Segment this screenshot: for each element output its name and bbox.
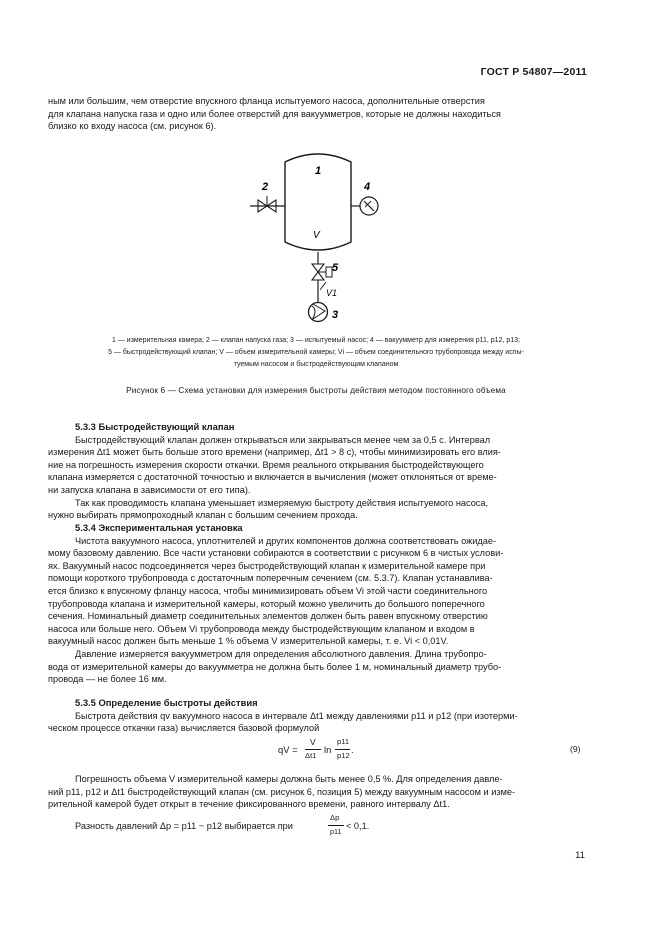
paragraph-line: помощи короткого трубопровода с достаточным поперечным сечением (см. 5.3.7). Клапан устанавлива- bbox=[48, 573, 493, 584]
intro-line: для клапана напуска газа и одно или более отверстий для вакуумметров, которые не должны находиться bbox=[48, 108, 501, 119]
section-heading: 5.3.5 Определение быстроты действия bbox=[75, 697, 258, 708]
paragraph-line: трубопровода клапана и измерительной камеры, который можно увеличить до большого поперечного bbox=[48, 598, 485, 609]
section-heading: 5.3.3 Быстродействующий клапан bbox=[75, 421, 235, 432]
chamber-label-1: 1 bbox=[315, 165, 322, 177]
fraction-bar bbox=[328, 825, 344, 826]
difference-text: Разность давлений Δp = p11 − p12 выбирается при bbox=[75, 821, 293, 831]
formula-ln: ln bbox=[324, 744, 332, 755]
intro-paragraph bbox=[48, 95, 584, 133]
diff-num: Δp bbox=[330, 813, 340, 822]
paragraph-line: Быстродействующий клапан должен открываться или закрываться менее чем за 0,5 с. Интервал bbox=[75, 434, 491, 445]
section-5-3-5-continued bbox=[48, 773, 584, 811]
figure-6-diagram bbox=[240, 144, 390, 324]
paragraph-line: сечения. Номинальный диаметр соединительных элементов должен быть равен впускному отверстию bbox=[48, 611, 488, 622]
section-5-3-4 bbox=[48, 522, 584, 686]
section-heading: 5.3.4 Экспериментальная установка bbox=[75, 522, 243, 533]
section-5-3-5 bbox=[48, 697, 584, 735]
fraction-bar bbox=[305, 749, 321, 750]
paragraph-line: насоса или больше него. Объем Vi трубопровода между быстродействующим клапаном и входом в bbox=[48, 623, 475, 634]
formula-den-dt: Δt1 bbox=[305, 751, 317, 760]
equation-number: (9) bbox=[570, 744, 581, 754]
paragraph-line: вода от измерительной камеры до вакуумметра не должна быть более 1 м, номинальный диаметр трубо- bbox=[48, 661, 502, 672]
paragraph-line: нужно выбирать прямопроходный клапан с большим сечением прохода. bbox=[48, 510, 358, 521]
standard-header: ГОСТ Р 54807—2011 bbox=[480, 66, 587, 78]
gauge-label-4: 4 bbox=[364, 181, 371, 193]
diff-tail: < 0,1. bbox=[346, 821, 370, 831]
formula-period: . bbox=[351, 744, 354, 755]
formula-num-v: V bbox=[310, 737, 316, 747]
figure-legend bbox=[48, 335, 584, 372]
paragraph-line: Так как проводимость клапана уменьшает измеряемую быстроту действия испытуемого насоса, bbox=[75, 497, 489, 508]
volume-label-v: V bbox=[313, 230, 320, 241]
formula-den-p: p12 bbox=[337, 751, 350, 760]
paragraph-line: ях. Вакуумный насос подсоединяется через быстродействующий клапан к измерительной камере при bbox=[48, 560, 486, 571]
paragraph-line: Чистота вакуумного насоса, уплотнителей и других компонентов должна соответствовать ожидае- bbox=[75, 535, 497, 546]
paragraph-line: ни запуска клапана в зависимости от его типа). bbox=[48, 484, 251, 495]
vacuum-pump-icon bbox=[309, 303, 328, 322]
fraction-bar bbox=[335, 749, 350, 750]
paragraph-line: клапана измеряется с достаточной точностью и включается в вычисления (может отклоняться от време- bbox=[48, 472, 497, 483]
fast-valve-label-5: 5 bbox=[332, 262, 339, 274]
intro-line: близко ко входу насоса (см. рисунок 6). bbox=[48, 121, 217, 132]
paragraph-line: провода — не более 16 мм. bbox=[48, 674, 167, 685]
legend-line: 5 — быстродействующий клапан; V — объем измерительной камеры; Vi — объем соединительного трубопровода между испы- bbox=[108, 349, 524, 357]
legend-line: 1 — измерительная камера; 2 — клапан напуска газа; 3 — испытуемый насос; 4 — вакуумметр для измерения p11, p12, p13; bbox=[112, 337, 520, 344]
diff-den: p11 bbox=[330, 827, 342, 836]
paragraph-line: измерения Δt1 может быть больше этого времени (например, Δt1 > 8 с), чтобы минимизировать его влия- bbox=[48, 447, 501, 458]
page-number: 11 bbox=[575, 850, 585, 861]
paragraph-line: ется близко к впускному фланцу насоса, чтобы минимизировать объем Vi этой части соединительного bbox=[48, 585, 488, 596]
paragraph-line: ний p11, p12 и Δt1 быстродействующий клапан (см. рисунок 6, позиция 5) между вакуумным насосом и изме- bbox=[48, 786, 516, 797]
formula-lhs: qV = bbox=[278, 744, 298, 755]
legend-line: туемым насосом и быстродействующим клапаном bbox=[233, 361, 399, 369]
figure-caption: Рисунок 6 — Схема установки для измерения быстроты действия методом постоянного объема bbox=[126, 386, 506, 395]
paragraph-line: Погрешность объема V измерительной камеры должна быть менее 0,5 %. Для определения давле- bbox=[75, 774, 503, 784]
intro-line: ным или большим, чем отверстие впускного фланца испытуемого насоса, дополнительные отверстия bbox=[48, 96, 485, 106]
paragraph-line: Быстрота действия qv вакуумного насоса в интервале Δt1 между давлениями p11 и p12 (при изотерми- bbox=[75, 710, 518, 721]
paragraph-line: ческом процессе откачки газа) вычисляется базовой формулой bbox=[48, 723, 320, 734]
paragraph-line: рительной камерой будет открыт в течение фиксированного времени, равного интервалу Δt1. bbox=[48, 799, 450, 810]
paragraph-line: мому базовому давлению. Все части установки собираются в соответствии с рисунком 6 в чистых услови- bbox=[48, 548, 504, 559]
paragraph-line: Давление измеряется вакуумметром для определения абсолютного давления. Длина трубопро- bbox=[75, 648, 487, 659]
paragraph-line: ние на погрешность измерения скорости откачки. Время реального открывания быстродействующего bbox=[48, 459, 484, 470]
formula-num-p: p11 bbox=[337, 737, 350, 746]
pump-label-3: 3 bbox=[332, 309, 339, 321]
paragraph-line: вакуумный насос должен быть меньше 1 % объема V измерительной камеры, т. е. Vi < 0,01V. bbox=[48, 636, 449, 647]
valve-label-2: 2 bbox=[262, 181, 269, 193]
pipe-volume-label: V1 bbox=[326, 288, 338, 298]
section-5-3-3 bbox=[48, 421, 584, 522]
